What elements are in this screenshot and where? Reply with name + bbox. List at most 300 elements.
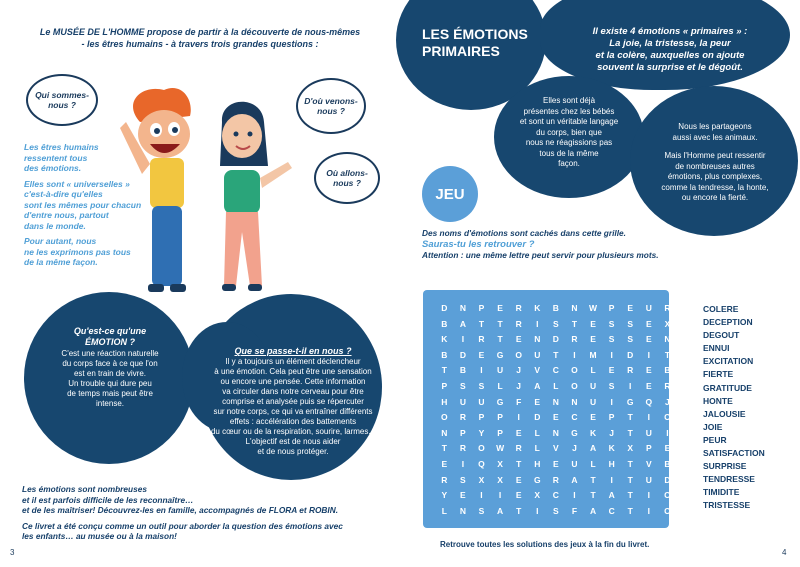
grid-letter: Y	[478, 427, 485, 438]
grid-letter: X	[497, 474, 503, 485]
grid-letter: I	[629, 381, 632, 391]
word-search-grid	[423, 290, 691, 528]
side-line: de la même façon.	[24, 257, 98, 267]
grid-letter: U	[645, 303, 652, 313]
grid-letter: O	[664, 505, 671, 516]
grid-letter: L	[441, 505, 447, 516]
grid-letter: H	[608, 459, 615, 469]
grid-letter: R	[441, 474, 448, 485]
grid-letter: I	[647, 505, 651, 516]
grid-letter: R	[627, 365, 634, 376]
grid-letter: P	[460, 427, 466, 438]
grid-letter: I	[573, 490, 576, 501]
grid-letter: E	[683, 474, 689, 485]
word-item: DECEPTION	[703, 317, 753, 328]
grid-letter: O	[571, 365, 578, 376]
grid-letter: C	[552, 490, 559, 501]
grid-letter: T	[590, 490, 596, 501]
grid-letter: P	[497, 412, 503, 423]
grid-letter: V	[645, 459, 652, 469]
grid-letter: J	[665, 396, 670, 407]
grid-letter: N	[441, 427, 448, 438]
grid-letter: M	[589, 349, 597, 360]
word-item: SATISFACTION	[703, 448, 765, 459]
bebes-line: du corps, bien que	[536, 127, 602, 137]
grid-letter: L	[534, 443, 540, 454]
grid-letter: I	[610, 349, 613, 360]
bebes-line: et sont un véritable langage	[519, 117, 619, 126]
side-paragraph-3	[24, 236, 154, 268]
grid-letter: N	[664, 334, 671, 345]
grid-letter: U	[534, 349, 541, 360]
grid-letter: K	[441, 334, 448, 345]
grid-letter: B	[682, 334, 690, 345]
animaux-line: émotions, plus complexes,	[667, 172, 763, 181]
passe-line: L'objectif est de nous aider	[245, 437, 341, 446]
grid-letter: W	[589, 303, 598, 313]
bebes-line: nous ne réagissions pas	[525, 138, 613, 147]
grid-letter: I	[647, 412, 651, 423]
grid-letter: D	[664, 474, 671, 485]
grid-letter: T	[627, 474, 633, 485]
grid-letter: J	[572, 443, 577, 454]
grid-letter: X	[478, 474, 485, 485]
grid-letter: L	[553, 381, 559, 391]
grid-letter: G	[496, 396, 504, 407]
grid-letter: N	[552, 427, 559, 438]
grid-letter: E	[590, 318, 596, 329]
grid-letter: L	[590, 459, 596, 469]
side-text	[24, 142, 154, 268]
grid-letter: U	[645, 427, 652, 438]
side-line: Elles sont « universelles »	[24, 178, 130, 189]
grid-letter: D	[534, 412, 541, 423]
grid-letter: R	[515, 318, 522, 329]
grid-letter: O	[478, 443, 485, 454]
grid-letter: I	[536, 318, 539, 329]
grid-letter: T	[516, 459, 522, 469]
grid-letter: K	[534, 303, 541, 313]
grid-letter: A	[534, 381, 541, 391]
grid-letter: O	[440, 412, 448, 423]
grid-letter: T	[627, 505, 633, 516]
grid-letter: K	[589, 427, 597, 438]
bebes-line: tous de la même	[539, 148, 599, 158]
grid-letter: U	[589, 396, 597, 407]
grid-row	[435, 428, 695, 438]
word-item: DEGOUT	[703, 330, 740, 341]
grid-letter: T	[441, 365, 447, 376]
instr-line-1: Des noms d'émotions sont cachés dans cette grille.	[422, 228, 626, 238]
grid-letter: P	[645, 443, 652, 454]
grid-letter: I	[461, 459, 465, 469]
side-paragraph-2	[24, 179, 154, 232]
grid-letter: T	[590, 474, 596, 485]
grid-letter: E	[645, 318, 652, 329]
grid-letter: F	[571, 505, 578, 516]
passe-line: Il y a toujours un élément déclencheur	[225, 357, 361, 366]
grid-letter: U	[497, 365, 504, 376]
primaires-text	[560, 26, 780, 74]
grid-letter: J	[516, 381, 522, 391]
solutions-note: Retrouve toutes les solutions des jeux à la fin du livret.	[440, 540, 650, 549]
grid-letter: G	[626, 396, 634, 407]
grid-letter: A	[459, 318, 466, 329]
grid-letter: I	[666, 427, 669, 438]
grid-letter: B	[664, 459, 671, 469]
grid-letter: S	[627, 334, 634, 345]
grid-letter: E	[645, 365, 652, 376]
grid-letter: I	[517, 412, 520, 423]
animaux-line: de nombreuses autres	[675, 161, 755, 171]
grid-letter: E	[553, 412, 559, 423]
grid-letter: E	[515, 427, 522, 438]
grid-letter: N	[571, 303, 578, 313]
grid-letter: T	[553, 349, 559, 360]
grid-letter: T	[627, 412, 633, 423]
grid-letter: E	[590, 412, 596, 423]
grid-letter: D	[627, 349, 634, 360]
grid-letter: T	[441, 443, 447, 454]
grid-letter: F	[516, 396, 522, 407]
emotion-title-1: Qu'est-ce qu'une	[73, 326, 147, 336]
grid-letter: P	[478, 412, 485, 423]
animaux-line: aussi avec les animaux.	[672, 132, 758, 142]
jeu-circle	[422, 166, 478, 222]
grid-letter: E	[441, 459, 448, 469]
grid-letter: S	[553, 318, 559, 329]
passe-explanation	[196, 346, 390, 457]
animaux-line: comme la tendresse, la honte,	[661, 182, 769, 192]
emotion-line: C'est une réaction naturelle	[61, 349, 159, 358]
emotion-title-2: ÉMOTION ?	[85, 337, 135, 347]
grid-letter: G	[533, 474, 541, 485]
grid-letter: S	[608, 334, 615, 345]
grid-letter: B	[459, 365, 466, 376]
grid-letter: X	[627, 443, 634, 454]
grid-letter: R	[664, 303, 671, 313]
grid-letter: G	[496, 349, 504, 360]
grid-letter: T	[627, 459, 633, 469]
instr-line-3: Attention : une même lettre peut servir pour plusieurs mots.	[422, 250, 659, 260]
grid-letter: S	[608, 381, 615, 391]
grid-letter: P	[441, 381, 448, 391]
grid-letter: E	[460, 490, 466, 501]
grid-letter: E	[515, 334, 522, 345]
intro-text	[20, 26, 380, 50]
grid-letter: S	[553, 505, 559, 516]
grid-letter: A	[497, 505, 504, 516]
grid-letter: L	[590, 365, 596, 376]
word-item: EXCITATION	[703, 356, 754, 367]
bubble-ou-line: nous ?	[333, 178, 361, 188]
grid-row	[435, 303, 695, 313]
grid-letter: I	[610, 396, 613, 407]
grid-letter: A	[571, 474, 578, 485]
grid-letter: S	[478, 381, 485, 391]
animaux-line: Mais l'Homme peut ressentir	[664, 151, 766, 160]
grid-letter: I	[480, 490, 483, 501]
grid-letter: I	[461, 334, 465, 345]
grid-letter: I	[647, 490, 651, 501]
passe-line: comprise et analysée puis se répercuter	[222, 397, 364, 406]
grid-letter: L	[497, 381, 503, 391]
grid-letter: S	[627, 318, 634, 329]
passe-line: à une émotion. Cela peut être une sensation	[214, 367, 372, 376]
grid-row	[435, 319, 695, 329]
bubble-dou-line: nous ?	[317, 106, 345, 116]
passe-line: effets : accélération des battements	[229, 417, 357, 426]
grid-letter: I	[573, 349, 576, 360]
emotion-body	[36, 349, 184, 409]
grid-letter: E	[608, 365, 615, 376]
grid-letter: R	[571, 334, 578, 345]
primaires-line: souvent la surprise et le dégoût.	[597, 62, 743, 73]
grid-letter: I	[536, 505, 539, 516]
grid-row	[435, 443, 695, 453]
intro-line-2: - les êtres humains - à travers trois grandes questions :	[81, 39, 319, 49]
jeu-instructions	[422, 228, 722, 261]
grid-letter: Q	[645, 396, 653, 407]
grid-letter: O	[664, 490, 671, 501]
grid-letter: C	[571, 412, 578, 423]
grid-letter: A	[589, 505, 597, 516]
grid-letter: R	[515, 303, 522, 313]
passe-line: ou encore une pensée. Cette information	[220, 377, 366, 386]
grid-letter: N	[552, 396, 559, 407]
bebes-line: présentes chez les bébés	[523, 106, 615, 116]
animaux-text	[640, 122, 790, 204]
instr-line-2: Sauras-tu les retrouver ?	[422, 239, 535, 250]
passe-line: sur notre corps, ce qui va entraîner différents	[213, 407, 373, 416]
grid-letter: E	[645, 334, 652, 345]
intro-line-1: Le MUSÉE DE L'HOMME propose de partir à la découverte de nous-mêmes	[39, 27, 361, 37]
word-item: SURPRISE	[703, 461, 747, 472]
grid-letter: J	[683, 303, 689, 313]
side-line: sont les mêmes pour chacun	[24, 199, 142, 210]
emotion-definition	[36, 326, 184, 409]
emotion-line: de temps mais peut être	[67, 389, 153, 398]
grid-letter: H	[441, 396, 448, 407]
grid-letter: S	[460, 381, 466, 391]
grid-letter: B	[552, 303, 559, 313]
emotion-line: est en train de vivre.	[73, 369, 147, 378]
jeu-label: JEU	[435, 185, 465, 203]
side-line: ne les exprimons pas tous	[24, 246, 131, 257]
word-item: PEUR	[703, 434, 727, 445]
word-item: ENNUI	[703, 343, 730, 354]
animaux-line	[640, 143, 790, 151]
grid-letter: R	[459, 443, 466, 454]
grid-letter: V	[534, 365, 541, 376]
title-line-2: PRIMAIRES	[422, 43, 500, 59]
grid-letter: U	[459, 396, 466, 407]
grid-row	[435, 381, 695, 391]
grid-letter: D	[459, 349, 466, 360]
grid-letter: R	[478, 334, 485, 345]
grid-letter: Q	[478, 459, 485, 469]
bubble-ou-allons-nous	[314, 152, 380, 204]
grid-letter: N	[459, 505, 466, 516]
bottom-line-4: Ce livret a été conçu comme un outil pour aborder la question des émotions avec	[22, 520, 343, 531]
passe-line: du cœur ou de la respiration, sourire, larmes...	[210, 427, 376, 436]
grid-letter: G	[571, 427, 578, 438]
bubble-ou-line: Où allons-	[326, 168, 368, 178]
grid-letter: J	[609, 427, 614, 438]
grid-letter: N	[682, 490, 690, 501]
grid-letter: T	[627, 427, 633, 438]
grid-letter: V	[553, 443, 559, 454]
side-line: ressentent tous	[24, 152, 88, 163]
grid-row	[435, 334, 695, 344]
grid-letter: E	[627, 303, 634, 313]
side-line: c'est-à-dire qu'elles	[24, 189, 103, 199]
grid-letter: E	[497, 303, 503, 313]
grid-letter: S	[608, 318, 615, 329]
bottom-line-1: Les émotions sont nombreuses	[22, 484, 147, 494]
grid-letter: E	[664, 443, 671, 454]
grid-letter: O	[571, 381, 578, 391]
word-item: TENDRESSE	[703, 474, 755, 485]
grid-row	[435, 506, 695, 516]
grid-letter: U	[571, 459, 578, 469]
grid-letter: E	[534, 396, 541, 407]
word-item: JOIE	[703, 421, 723, 432]
grid-letter: R	[682, 396, 690, 407]
word-item: JALOUSIE	[703, 408, 746, 419]
grid-letter: D	[552, 334, 559, 345]
emotion-line: du corps face à ce que l'on	[62, 359, 158, 368]
grid-letter: I	[498, 490, 502, 501]
section-title	[422, 26, 528, 60]
grid-letter: C	[552, 365, 559, 376]
grid-letter: A	[589, 443, 597, 454]
grid-letter: Q	[682, 443, 690, 454]
bottom-text	[22, 484, 402, 542]
grid-letter: X	[664, 318, 671, 329]
side-line: d'entre nous, partout	[24, 210, 109, 220]
grid-letter: T	[497, 318, 503, 329]
grid-letter: P	[478, 303, 485, 313]
bubble-qui-line: Qui sommes-	[35, 90, 89, 100]
word-list	[703, 304, 765, 514]
word-item: TIMIDITE	[703, 487, 740, 498]
bottom-line-3: et de les maîtriser! Découvrez-les en famille, accompagnés de FLORA et ROBIN.	[22, 505, 338, 515]
grid-row	[435, 490, 695, 500]
grid-row	[435, 412, 695, 422]
side-paragraph-1	[24, 142, 154, 174]
grid-letter: P	[608, 303, 615, 313]
bebes-text	[498, 96, 640, 170]
grid-letter: W	[496, 443, 505, 454]
side-line: des émotions.	[24, 163, 82, 173]
bubble-dou-line: D'où venons-	[304, 96, 358, 106]
grid-letter: S	[478, 505, 485, 516]
primaires-line: et la colère, auxquelles on ajoute	[595, 50, 745, 61]
bottom-line-5: les enfants… au musée ou à la maison!	[22, 531, 177, 541]
word-item: GRATITUDE	[703, 382, 752, 393]
grid-letter: T	[664, 349, 671, 360]
grid-letter: C	[608, 505, 615, 516]
grid-letter: H	[534, 459, 541, 469]
bebes-line: façon.	[558, 159, 580, 168]
grid-letter: A	[682, 459, 690, 469]
primaires-line: Il existe 4 émotions « primaires » :	[592, 26, 748, 37]
side-line: dans le monde.	[24, 220, 86, 231]
grid-letter: L	[534, 427, 540, 438]
grid-letter: D	[682, 381, 690, 391]
grid-letter: I	[480, 365, 483, 376]
grid-letter: A	[608, 490, 615, 501]
animaux-line: ou encore la fierté.	[681, 193, 749, 202]
grid-row	[435, 365, 695, 375]
grid-letter: B	[441, 349, 448, 360]
bubble-qui-line: nous ?	[48, 100, 76, 110]
grid-letter: K	[682, 318, 690, 329]
grid-letter: T	[627, 490, 633, 501]
grid-letter: U	[645, 474, 652, 485]
grid-letter: T	[478, 318, 485, 329]
primaires-line: La joie, la tristesse, la peur	[609, 38, 731, 49]
word-item: HONTE	[703, 395, 733, 406]
grid-row	[435, 397, 695, 407]
word-item: COLERE	[703, 304, 739, 314]
grid-letter: R	[515, 443, 522, 454]
bebes-line: Elles sont déjà	[542, 96, 596, 105]
grid-row	[435, 475, 695, 485]
grid-letter: T	[571, 318, 578, 329]
grid-letter: U	[589, 381, 597, 391]
grid-row	[435, 350, 695, 360]
passe-line: et de nous protéger.	[257, 447, 329, 456]
passe-line: va circuler dans notre cerveau pour être	[222, 387, 364, 396]
grid-letter: E	[515, 474, 522, 485]
grid-letter: E	[645, 381, 652, 391]
grid-letter: S	[460, 474, 466, 485]
grid-letter: I	[647, 349, 651, 360]
grid-letter: O	[515, 349, 522, 360]
bottom-line-2: et il est parfois difficile de les reconnaître…	[22, 494, 194, 505]
passe-body	[196, 357, 390, 457]
grid-letter: R	[552, 474, 559, 485]
emotion-line: Un trouble qui dure peu	[68, 379, 152, 388]
grid-letter: P	[497, 427, 503, 438]
grid-letter: B	[664, 365, 671, 376]
grid-letter: E	[553, 459, 559, 469]
word-item: FIERTE	[703, 369, 734, 380]
grid-letter: N	[682, 412, 690, 423]
animaux-line: Nous les partageons	[678, 122, 752, 131]
grid-letter: T	[516, 505, 522, 516]
grid-letter: E	[683, 349, 689, 360]
grid-letter: E	[590, 334, 596, 345]
grid-letter: Y	[441, 490, 448, 501]
grid-letter: X	[534, 490, 541, 501]
grid-letter: U	[478, 396, 485, 407]
grid-letter: E	[478, 349, 485, 360]
grid-letter: N	[571, 396, 578, 407]
grid-letter: N	[534, 334, 541, 345]
grid-letter: R	[459, 412, 466, 423]
grid-letter: B	[441, 318, 448, 329]
grid-letter: I	[610, 474, 613, 485]
grid-letter: O	[664, 412, 671, 423]
title-line-1: LES ÉMOTIONS	[422, 26, 528, 42]
grid-letter: W	[682, 427, 691, 438]
grid-letter: K	[608, 443, 615, 454]
page-number-left: 3	[10, 548, 15, 557]
side-line: Pour autant, nous	[24, 236, 97, 246]
